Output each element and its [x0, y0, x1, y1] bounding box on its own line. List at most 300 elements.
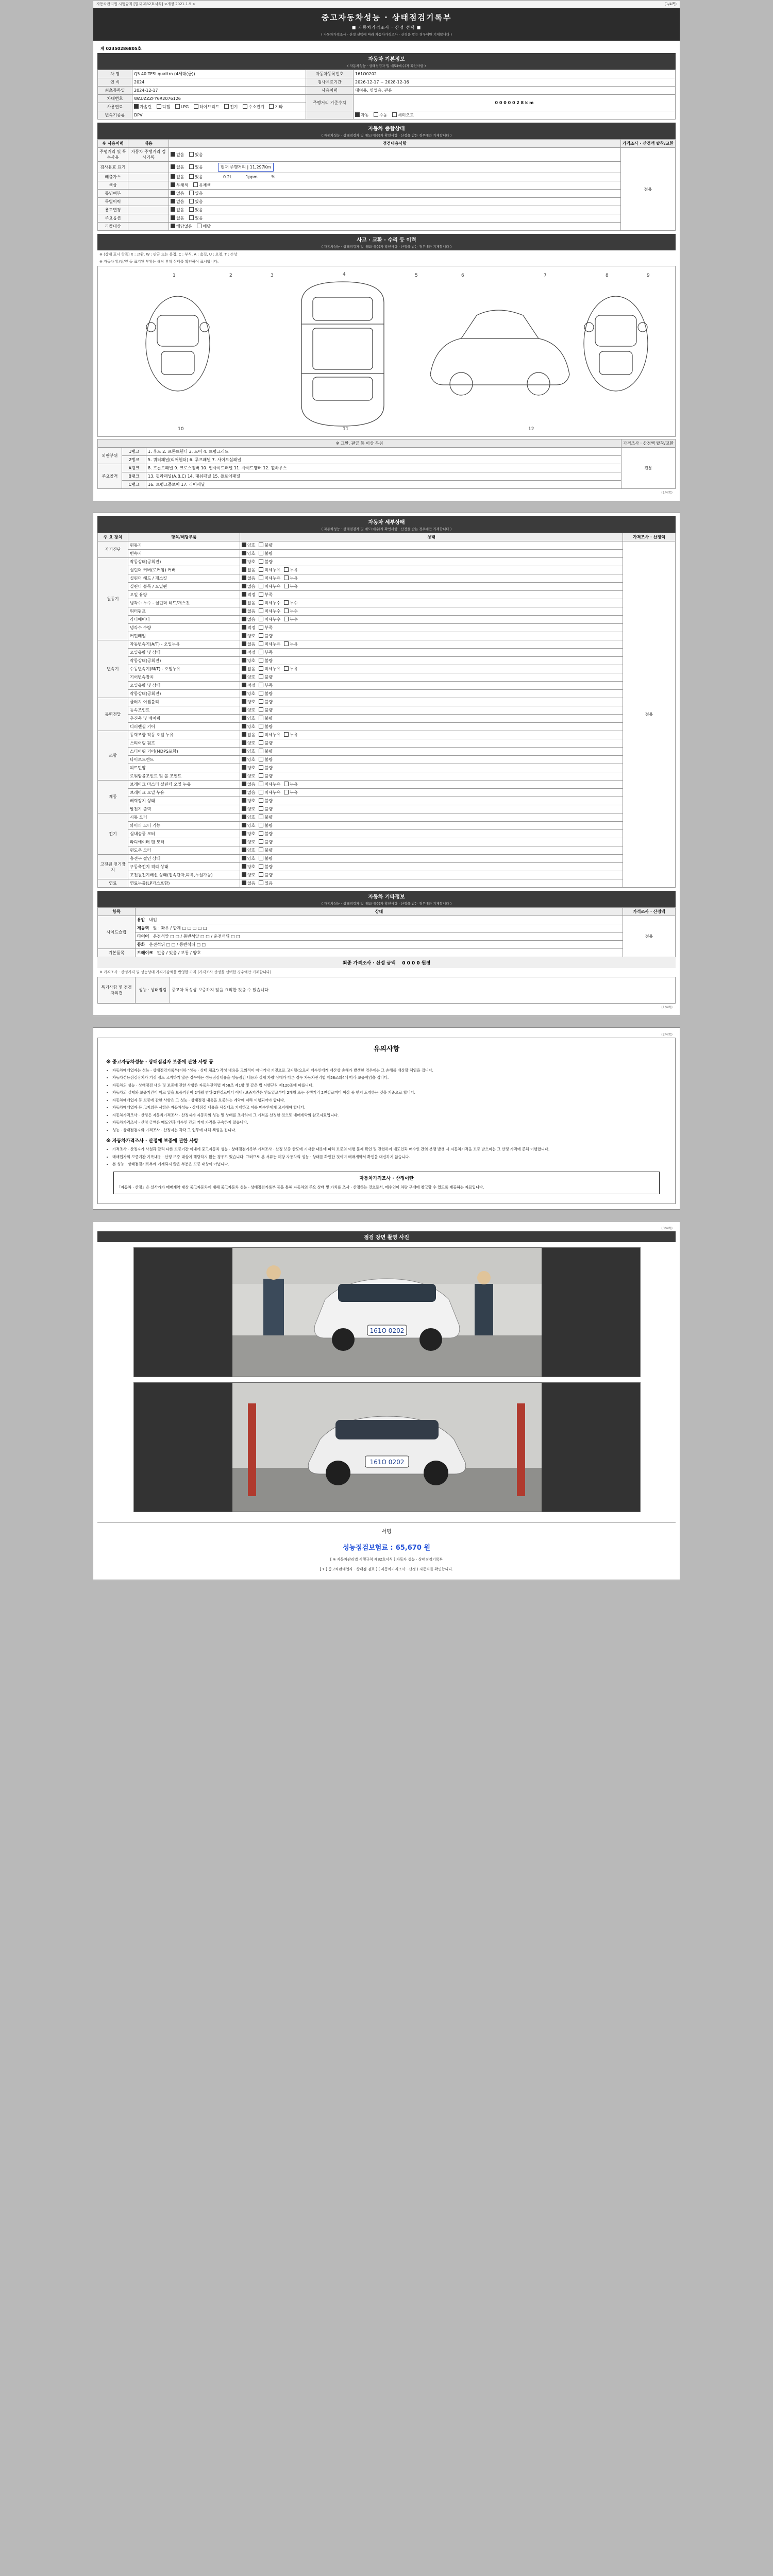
transmission-option[interactable]: 수동: [374, 112, 387, 118]
terms-item: • 가격조사 · 산정자가 사실과 달리 다른 보증기간 이내에 중고자동차 성능 · 상태점검기록부 가격조사 · 산정 보증 한도에 기재한 내용에 따라 보증의 이행 문제 확인 및 관련하여 매도인과 매수인 간의 분쟁 발생 시 자동차가격을 보증 받으며는 그 산정 가격에 준해 이행합니다.: [112, 1146, 668, 1153]
checkbox-option[interactable]: 없음: [242, 567, 255, 573]
detail-item-label: 변속기: [128, 550, 240, 558]
checkbox-option[interactable]: 불량: [259, 749, 272, 754]
checkbox-option[interactable]: 불량: [259, 551, 272, 556]
checkbox-option[interactable]: 불량: [259, 831, 272, 837]
checkbox-option[interactable]: 양호: [242, 872, 255, 878]
table-row: [98, 550, 676, 558]
detail-item-state[interactable]: [240, 550, 623, 558]
checkbox-option[interactable]: 있음: [189, 152, 203, 158]
checkbox-option[interactable]: 있음: [189, 191, 203, 196]
table-row: [98, 190, 676, 198]
detail-item-label: 커먼레일: [128, 632, 240, 640]
checkbox-option[interactable]: 누수: [284, 608, 297, 614]
checkbox-option[interactable]: 있음: [259, 880, 272, 886]
fuel-option[interactable]: 기타: [269, 104, 282, 110]
checkbox-option[interactable]: 적정: [242, 592, 255, 598]
section-overall-header: [97, 123, 676, 139]
fuel-option[interactable]: 하이브리드: [194, 104, 220, 110]
table-row: [98, 846, 676, 855]
checkbox-option[interactable]: 누수: [284, 600, 297, 606]
detail-item-state[interactable]: [240, 649, 623, 657]
col-check: 점검내용사항: [169, 140, 621, 148]
svg-text:5: 5: [415, 273, 418, 278]
detail-group-4: 조향: [98, 731, 128, 781]
checkbox-option[interactable]: 부족: [259, 683, 272, 688]
value-vin: WAUZZZFY6R2076126: [132, 95, 306, 103]
checkbox-option[interactable]: 불량: [259, 724, 272, 730]
page-subtitle: ■ 자동차가격조사 · 산정 선택 ■: [351, 25, 422, 30]
checkbox-option[interactable]: 불량: [259, 658, 272, 664]
detail-item-state[interactable]: [240, 632, 623, 640]
terms-item: • 자동차가격조사 · 산정은 자동차가격조사 · 산정자가 자동차의 성능 및 상태를 조사하여 그 가격을 산정한 것으로 매매계약의 참고자료입니다.: [112, 1112, 668, 1118]
svg-text:10: 10: [178, 427, 184, 432]
checkbox-option[interactable]: 불량: [259, 633, 272, 639]
checkbox-option[interactable]: 누유: [284, 575, 297, 581]
other-row-tire: 타이어 운전석앞 □ □ / 동반석앞 □ □ / 운전석뒤 □ □: [136, 933, 623, 941]
col-other-state: 상태: [136, 908, 623, 916]
checkbox-option[interactable]: 없음: [171, 164, 184, 170]
col-main-device: 주 요 장치: [98, 533, 128, 541]
detail-item-state[interactable]: [240, 879, 623, 888]
checkbox-option[interactable]: 없음: [242, 600, 255, 606]
checkbox-option[interactable]: 있음: [189, 199, 203, 205]
checkbox-option[interactable]: 불량: [259, 773, 272, 779]
checkbox-option[interactable]: 해당: [197, 224, 210, 229]
label-usage: 사용이력: [306, 87, 354, 95]
checkbox-option[interactable]: 누유: [284, 782, 297, 787]
detail-item-label: 피트먼암: [128, 764, 240, 772]
terms-item: • 자동차가격조사 · 산정 금액은 매도인과 매수인 간의 거래 가격을 구속하지 않습니다.: [112, 1120, 668, 1126]
legend-text-B: 13. 필라패널(A,B,C) 14. 대쉬패널 15. 플로어패널: [146, 472, 621, 481]
table-row: [98, 566, 676, 574]
table-row: [98, 690, 676, 698]
table-row: [98, 456, 676, 464]
checkbox-option[interactable]: 무채색: [171, 182, 188, 188]
detail-item-state[interactable]: [240, 855, 623, 863]
checkbox-option[interactable]: 누유: [284, 584, 297, 589]
emission-smoke: %: [271, 175, 275, 179]
detail-item-state[interactable]: [240, 822, 623, 830]
checkbox-option[interactable]: 미세누유: [259, 732, 280, 738]
other-signature: 전용: [623, 916, 676, 957]
form-reference: 자동차관리법 시행규칙 [별지 제82호서식] <개정 2021.1.5.>: [96, 2, 196, 6]
table-row: [98, 640, 676, 649]
table-row: [98, 673, 676, 682]
detail-item-state[interactable]: [240, 583, 623, 591]
checkbox-option[interactable]: 유채색: [193, 182, 211, 188]
table-row: [98, 797, 676, 805]
detail-item-label: 배력장치 상태: [128, 797, 240, 805]
checkbox-option[interactable]: 누유: [284, 666, 297, 672]
section-accident-title: 사고 · 교환 · 수리 등 이력: [357, 238, 416, 243]
fuel-option[interactable]: 전기: [224, 104, 238, 110]
detail-item-state[interactable]: [240, 640, 623, 649]
legend-rank-2: 2랭크: [122, 456, 146, 464]
table-row: [98, 198, 676, 206]
checkbox-option[interactable]: 누유: [284, 732, 297, 738]
detail-item-state[interactable]: [240, 591, 623, 599]
transmission-option[interactable]: 세미오토: [392, 112, 414, 118]
detail-item-state[interactable]: [240, 772, 623, 781]
checkbox-option[interactable]: 미세누유: [259, 790, 280, 795]
table-header-row: [98, 908, 676, 916]
checkbox-option[interactable]: 불량: [259, 823, 272, 828]
detail-item-state[interactable]: [240, 756, 623, 764]
legend-rank-B: B랭크: [122, 472, 146, 481]
photo-front-inspection: [133, 1247, 641, 1377]
page-title: 중고자동차성능 · 상태점검기록부: [321, 13, 452, 22]
transmission-options[interactable]: [354, 111, 676, 120]
checkbox-option[interactable]: 양호: [242, 543, 255, 548]
terms-title: 유의사항: [373, 1045, 400, 1053]
checkbox-option[interactable]: 없음: [242, 608, 255, 614]
fuel-option[interactable]: 디젤: [157, 104, 170, 110]
terms-section-2-title: ※ 자동차가격조사 · 산정에 보증에 관한 사항: [106, 1139, 198, 1144]
detail-item-label: 시동 모터: [128, 814, 240, 822]
col-detail-price: 가격조사 · 산정액: [623, 533, 676, 541]
row-label-special: 특별이력: [98, 198, 128, 206]
table-row: [98, 624, 676, 632]
row-check-special[interactable]: [169, 198, 621, 206]
transmission-option[interactable]: 자동: [355, 112, 368, 118]
detail-item-label: 원동기: [128, 541, 240, 550]
detail-item-state[interactable]: [240, 541, 623, 550]
table-row: [98, 472, 676, 481]
checkbox-option[interactable]: 양호: [242, 765, 255, 771]
checkbox-option[interactable]: 양호: [242, 773, 255, 779]
terms-item: • 성능 · 상태점검자와 가격조사 · 산정자는 각각 그 업무에 대해 책임을 집니다.: [112, 1127, 668, 1133]
checkbox-option[interactable]: 누수: [284, 617, 297, 622]
checkbox-option[interactable]: 양호: [242, 724, 255, 730]
checkbox-option[interactable]: 미세누유: [259, 567, 280, 573]
table-row: [98, 448, 676, 456]
detail-item-state[interactable]: [240, 682, 623, 690]
checkbox-option[interactable]: 양호: [242, 699, 255, 705]
checkbox-option[interactable]: 불량: [259, 740, 272, 746]
other-group-sideslip: 사이드슬립: [98, 916, 136, 949]
checkbox-option[interactable]: 미세누유: [259, 584, 280, 589]
checkbox-option[interactable]: 미세누유: [259, 641, 280, 647]
detail-item-state[interactable]: [240, 665, 623, 673]
checkbox-option[interactable]: 불량: [259, 798, 272, 804]
row-label-recall: 리콜대상: [98, 223, 128, 231]
detail-item-label: 로워암볼조인트 및 볼 조인트: [128, 772, 240, 781]
section-other-subtitle: ( 자동차성능 · 상태점검자 및 매도(매수)자 확인사항 · 산정을 받는 경우에만 기재합니다 ): [321, 902, 452, 906]
detail-item-state[interactable]: [240, 616, 623, 624]
checkbox-option[interactable]: 없음: [242, 584, 255, 589]
photo-underbody-lift: [133, 1382, 641, 1512]
checkbox-option[interactable]: 불량: [259, 543, 272, 548]
checkbox-option[interactable]: 적정: [242, 650, 255, 655]
table-row: [98, 715, 676, 723]
svg-text:11: 11: [343, 427, 349, 432]
fuel-options[interactable]: [132, 103, 306, 111]
table-row: [98, 607, 676, 616]
signature-area: [97, 1522, 676, 1539]
section-photos-header: [97, 1231, 676, 1242]
detail-item-state[interactable]: [240, 789, 623, 797]
accident-note-2: ※ 자동차 앞/뒤/옆 등 표기된 부위는 해당 부위 상태를 확인하여 표시합니다.: [99, 259, 219, 264]
label-first-reg: 최초등록일: [98, 87, 132, 95]
checkbox-option[interactable]: 없음: [242, 575, 255, 581]
checkbox-option[interactable]: 양호: [242, 633, 255, 639]
checkbox-option[interactable]: 해당없음: [171, 224, 192, 229]
total-price-note: ※ 가격조사 · 산정가격 및 성능상태 가격가감액을 반영한 가격 (가격조사 산정을 선택한 경우에만 기재합니다): [99, 970, 272, 974]
checkbox-option[interactable]: 불량: [259, 856, 272, 861]
detail-item-state[interactable]: [240, 558, 623, 566]
detail-item-state[interactable]: [240, 731, 623, 739]
row-check-tuning[interactable]: [169, 190, 621, 198]
checkbox-option[interactable]: 없음: [171, 199, 184, 205]
appraisal-box-title: 자동차가격조사 · 산정이란: [359, 1176, 414, 1181]
checkbox-option[interactable]: 양호: [242, 559, 255, 565]
table-row: [98, 599, 676, 607]
checkbox-option[interactable]: 없음: [242, 880, 255, 886]
checkbox-option[interactable]: 양호: [242, 740, 255, 746]
detail-item-label: 브레이크 마스터 실린더 오일 누유: [128, 781, 240, 789]
table-row: [98, 698, 676, 706]
checkbox-option[interactable]: 양호: [242, 757, 255, 762]
table-row: [98, 977, 676, 1003]
checkbox-option[interactable]: 양호: [242, 691, 255, 697]
detail-item-state[interactable]: [240, 871, 623, 879]
section-overall-subtitle: ( 자동차성능 · 상태점검자 및 매도(매수)자 확인사항 · 산정을 받는 경우에만 기재합니다 ): [321, 133, 452, 138]
table-row: [98, 439, 676, 448]
checkbox-option[interactable]: 불량: [259, 872, 272, 878]
detail-group-5: 제동: [98, 781, 128, 814]
checkbox-option[interactable]: 없음: [242, 732, 255, 738]
legend-group-outer: 외판부위: [98, 448, 122, 464]
table-row: [98, 916, 676, 924]
checkbox-option[interactable]: 양호: [242, 848, 255, 853]
value-car-name: Q5 40 TFSI quattro (4세대(급)): [132, 70, 306, 78]
checkbox-option[interactable]: 있음: [189, 215, 203, 221]
checkbox-option[interactable]: 양호: [242, 839, 255, 845]
table-row: [98, 731, 676, 739]
checkbox-option[interactable]: 양호: [242, 815, 255, 820]
inspection-fee-row: [97, 1539, 676, 1555]
checkbox-option[interactable]: 불량: [259, 707, 272, 713]
sheet1-topbar: [93, 1, 680, 8]
checkbox-option[interactable]: 있음: [189, 174, 203, 180]
checkbox-option[interactable]: 없음: [171, 174, 184, 180]
svg-text:6: 6: [461, 273, 464, 278]
row-check-emission[interactable]: [169, 173, 621, 181]
table-row: [98, 933, 676, 941]
checkbox-option[interactable]: 불량: [259, 765, 272, 771]
detail-item-state[interactable]: [240, 863, 623, 871]
checkbox-option[interactable]: 있음: [189, 164, 203, 170]
checkbox-option[interactable]: 부족: [259, 650, 272, 655]
detail-item-label: 오일 유량: [128, 591, 240, 599]
checkbox-option[interactable]: 없음: [171, 207, 184, 213]
checkbox-option[interactable]: 양호: [242, 749, 255, 754]
remark-table: [97, 977, 676, 1004]
checkbox-option[interactable]: 없음: [171, 215, 184, 221]
row-check-options[interactable]: [169, 214, 621, 223]
detail-item-state[interactable]: [240, 814, 623, 822]
terms-item: • 매매업자의 보증기간 기록내용 · 산정 보증 대상에 해당하지 않는 경우도 있습니다. 그러므로 본 서류는 해당 자동차의 성능 · 상태를 확인한 것이며 매매계약서 확인을 대신하지 않습니다.: [112, 1154, 668, 1160]
checkbox-option[interactable]: 없음: [171, 152, 184, 158]
checkbox-option[interactable]: 없음: [242, 641, 255, 647]
table-row: [98, 558, 676, 566]
table-row: [98, 723, 676, 731]
row-check-inspect[interactable]: [169, 162, 621, 173]
section-overall-title: 자동차 종합상태: [368, 126, 405, 132]
detail-item-state[interactable]: [240, 846, 623, 855]
fuel-option[interactable]: 수소전기: [243, 104, 264, 110]
detail-item-state[interactable]: [240, 838, 623, 846]
checkbox-option[interactable]: 양호: [242, 716, 255, 721]
detail-item-state[interactable]: [240, 673, 623, 682]
checkbox-option[interactable]: 양호: [242, 674, 255, 680]
checkbox-option[interactable]: 미세누유: [259, 575, 280, 581]
row-check-mileage[interactable]: [169, 148, 621, 162]
checkbox-option[interactable]: 미세누수: [259, 600, 280, 606]
checkbox-option[interactable]: 불량: [259, 815, 272, 820]
section-basic-title: 자동차 기본정보: [368, 57, 405, 62]
table-row: [98, 756, 676, 764]
detail-item-state[interactable]: [240, 739, 623, 748]
table-row: [98, 632, 676, 640]
other-info-table: [97, 907, 676, 957]
section-other-title: 자동차 기타정보: [368, 894, 405, 900]
detail-item-state[interactable]: [240, 764, 623, 772]
checkbox-option[interactable]: 불량: [259, 848, 272, 853]
checkbox-option[interactable]: 부족: [259, 592, 272, 598]
basic-info-table: [97, 70, 676, 120]
checkbox-option[interactable]: 없음: [242, 782, 255, 787]
label-plate-no: 자동차등록번호: [306, 70, 354, 78]
checkbox-option[interactable]: 불량: [259, 716, 272, 721]
checkbox-option[interactable]: 양호: [242, 831, 255, 837]
detail-item-state[interactable]: [240, 781, 623, 789]
checkbox-option[interactable]: 누유: [284, 641, 297, 647]
checkbox-option[interactable]: 양호: [242, 551, 255, 556]
checkbox-option[interactable]: 누유: [284, 790, 297, 795]
table-row: [98, 814, 676, 822]
detail-item-state[interactable]: [240, 599, 623, 607]
checkbox-option[interactable]: 불량: [259, 691, 272, 697]
detail-item-state[interactable]: [240, 748, 623, 756]
fuel-option[interactable]: LPG: [175, 104, 189, 109]
value-usage: 대여용, 영업용, 관용: [354, 87, 676, 95]
checkbox-option[interactable]: 미세누유: [259, 782, 280, 787]
page-number-1: (1/4쪽): [664, 2, 677, 6]
detail-item-state[interactable]: [240, 723, 623, 731]
checkbox-option[interactable]: 없음: [171, 191, 184, 196]
table-row: [98, 162, 676, 173]
table-row: [98, 822, 676, 830]
legend-rank-C: C랭크: [122, 481, 146, 489]
legend-text-C: 16. 트렁크플로어 17. 리어패널: [146, 481, 621, 489]
detail-item-label: 작동상태(공회전): [128, 690, 240, 698]
table-row: [98, 789, 676, 797]
detail-item-state[interactable]: [240, 657, 623, 665]
table-row: [98, 781, 676, 789]
row-check-recall[interactable]: [169, 223, 621, 231]
checkbox-option[interactable]: 없음: [242, 790, 255, 795]
fee-label: 성능점검보험료 :: [343, 1544, 393, 1552]
fuel-option[interactable]: 가솔린: [134, 104, 152, 110]
detail-item-state[interactable]: [240, 690, 623, 698]
detail-item-state[interactable]: [240, 706, 623, 715]
table-row: [98, 764, 676, 772]
total-price-label: 최종 가격조사 · 산정 금액: [342, 961, 396, 966]
detail-item-state[interactable]: [240, 574, 623, 583]
label-transmission: 변속기종류: [98, 111, 132, 120]
checkbox-option[interactable]: 누유: [284, 567, 297, 573]
total-price-line: [97, 957, 676, 968]
footer-note-2: [ Y ] 중고차판매업자 · 상태점 검표 ] [ 자동차가격조사 · 산정 ) 자동차를 확인합니다.: [320, 1567, 453, 1571]
table-row: [98, 748, 676, 756]
section-detail-header: [97, 516, 676, 533]
checkbox-option[interactable]: 미세누수: [259, 608, 280, 614]
checkbox-option[interactable]: 불량: [259, 757, 272, 762]
checkbox-option[interactable]: 양호: [242, 856, 255, 861]
checkbox-option[interactable]: 미세누수: [259, 617, 280, 622]
detail-item-state[interactable]: [240, 566, 623, 574]
checkbox-option[interactable]: 양호: [242, 823, 255, 828]
checkbox-option[interactable]: 양호: [242, 864, 255, 870]
detail-item-state[interactable]: [240, 830, 623, 838]
checkbox-option[interactable]: 있음: [189, 207, 203, 213]
checkbox-option[interactable]: 양호: [242, 798, 255, 804]
checkbox-option[interactable]: 불량: [259, 674, 272, 680]
detail-item-state[interactable]: [240, 797, 623, 805]
detail-item-state[interactable]: [240, 607, 623, 616]
table-row: [98, 871, 676, 879]
checkbox-option[interactable]: 양호: [242, 707, 255, 713]
detail-item-state[interactable]: [240, 698, 623, 706]
detail-item-state[interactable]: [240, 624, 623, 632]
detail-signature: 전용: [623, 541, 676, 888]
detail-item-label: 등속조인트: [128, 706, 240, 715]
detail-item-label: 충전구 절연 상태: [128, 855, 240, 863]
checkbox-option[interactable]: 불량: [259, 864, 272, 870]
col-price-adjust: 가격조사 · 산정액 탈착/교환: [620, 140, 675, 148]
detail-item-label: 기어변속장치: [128, 673, 240, 682]
checkbox-option[interactable]: 양호: [242, 806, 255, 812]
row-check-color[interactable]: [169, 181, 621, 190]
row-check-usechange[interactable]: [169, 206, 621, 214]
checkbox-option[interactable]: 적정: [242, 683, 255, 688]
detail-item-label: 라디에이터 팬 모터: [128, 838, 240, 846]
checkbox-option[interactable]: 불량: [259, 559, 272, 565]
checkbox-option[interactable]: 양호: [242, 658, 255, 664]
detail-item-state[interactable]: [240, 715, 623, 723]
checkbox-option[interactable]: 불량: [259, 839, 272, 845]
table-row: [98, 95, 676, 103]
checkbox-option[interactable]: 미세누유: [259, 666, 280, 672]
table-row: [98, 481, 676, 489]
detail-item-state[interactable]: [240, 805, 623, 814]
detail-group-3: 동력전달: [98, 698, 128, 731]
section-basic-header: [97, 53, 676, 70]
checkbox-option[interactable]: 불량: [259, 699, 272, 705]
checkbox-option[interactable]: 없음: [242, 666, 255, 672]
checkbox-option[interactable]: 없음: [242, 617, 255, 622]
table-row: [98, 223, 676, 231]
appraisal-box-text: 「자동차 · 산정」은 실사가가 매매계약 대상 중고자동차에 대해 중고자동차 성능 · 상태점검기록부 등을 통해 자동차의 주요 상태 및 가치를 조사 · 산정하는 것으로서, 매수인이 차량 구매에 참고할 수 있도록 제공하는 자료입니다.: [117, 1185, 484, 1190]
checkbox-option[interactable]: 적정: [242, 625, 255, 631]
detail-item-label: 고전원전기배선 상태(접속단자,피복,누설가능): [128, 871, 240, 879]
detail-item-label: 냉각수 수량: [128, 624, 240, 632]
checkbox-option[interactable]: 부족: [259, 625, 272, 631]
terms-item: • 자동차매매업자 등 보증에 관한 사항은 그 성능 · 상태점검 내용을 보증하는 계약에 따라 이행되어야 합니다.: [112, 1097, 668, 1104]
checkbox-option[interactable]: 불량: [259, 806, 272, 812]
